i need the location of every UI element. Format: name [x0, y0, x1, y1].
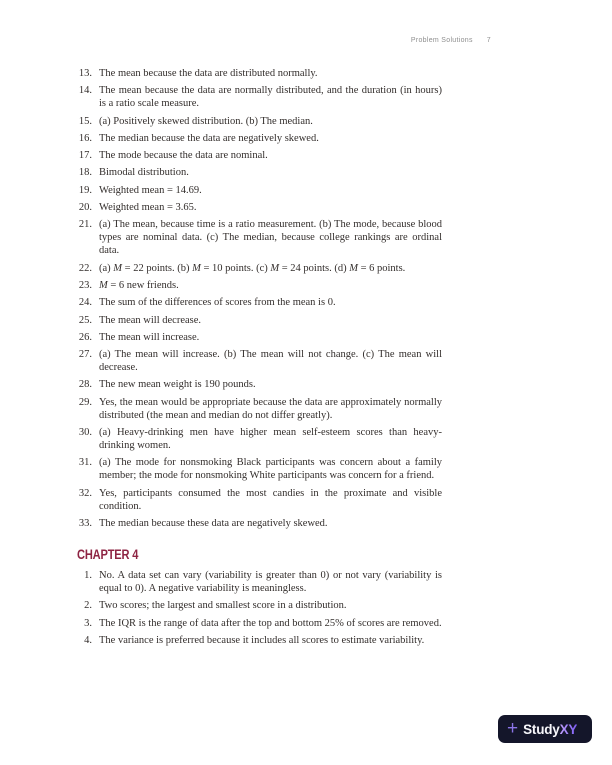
item-number: 29.	[78, 396, 92, 408]
item-text: Weighted mean = 14.69.	[99, 184, 202, 196]
list-item	[70, 456, 442, 482]
list-item	[70, 426, 442, 452]
list-item	[70, 166, 442, 179]
item-number: 27.	[78, 349, 92, 361]
item-number: 4.	[84, 634, 92, 646]
item-number: 24.	[78, 297, 92, 309]
list-item	[70, 396, 442, 422]
item-text: The mean will decrease.	[99, 314, 202, 326]
list-item	[70, 378, 442, 391]
item-number: 31.	[78, 457, 92, 469]
item-text: (a) M = 22 points. (b) M = 10 points. (c) M = 24 points. (d) M = 6 points.	[99, 262, 406, 274]
list-item	[70, 296, 442, 309]
item-number: 3.	[84, 617, 92, 629]
item-number: 22.	[78, 262, 92, 274]
list-item	[70, 617, 442, 630]
item-text: The IQR is the range of data after the top and bottom 25% of scores are removed.	[99, 617, 442, 629]
item-number: 28.	[78, 379, 92, 391]
list-item	[70, 517, 442, 530]
item-number: 30.	[78, 427, 92, 439]
list-item	[70, 314, 442, 327]
chapter3-solutions-list	[70, 67, 442, 530]
solutions-content	[70, 67, 442, 651]
item-text: The new mean weight is 190 pounds.	[99, 379, 256, 391]
item-number: 32.	[78, 487, 92, 499]
item-text: M = 6 new friends.	[99, 279, 179, 291]
item-number: 1.	[84, 569, 92, 581]
chapter4-solutions-list	[70, 569, 442, 647]
list-item	[70, 279, 442, 292]
list-item	[70, 262, 442, 275]
plus-icon: +	[507, 717, 519, 739]
item-text: The variance is preferred because it includes all scores to estimate variability.	[99, 634, 425, 646]
item-number: 18.	[78, 167, 92, 179]
item-text: No. A data set can vary (variability is greater than 0) or not vary (variability is equal to 0). A negative variability is meaningless.	[99, 569, 442, 594]
running-header	[411, 37, 491, 44]
item-text: (a) Heavy-drinking men have higher mean self-esteem scores than heavy-drinking women.	[99, 427, 442, 452]
brand-wordmark	[523, 722, 577, 737]
item-number: 19.	[78, 184, 92, 196]
chapter-heading: CHAPTER 4	[77, 546, 139, 562]
list-item	[70, 634, 442, 647]
item-text: The median because these data are negatively skewed.	[99, 517, 328, 529]
studyxy-logo	[498, 715, 592, 743]
item-text: The mean because the data are normally distributed, and the duration (in hours) is a ratio scale measure.	[99, 85, 442, 110]
item-number: 20.	[78, 202, 92, 214]
list-item	[70, 84, 442, 110]
item-number: 25.	[78, 314, 92, 326]
list-item	[70, 184, 442, 197]
list-item	[70, 331, 442, 344]
item-text: (a) Positively skewed distribution. (b) The median.	[99, 115, 313, 127]
list-item	[70, 218, 442, 257]
item-number: 21.	[78, 219, 92, 231]
page-number: 7	[486, 37, 491, 44]
item-text: The median because the data are negatively skewed.	[99, 132, 319, 144]
item-text: (a) The mean will increase. (b) The mean will not change. (c) The mean will decrease.	[99, 349, 442, 374]
list-item	[70, 569, 442, 595]
item-text: The mean because the data are distributed normally.	[99, 68, 318, 79]
item-text: The mode because the data are nominal.	[99, 150, 268, 162]
running-header-title: Problem Solutions	[410, 37, 473, 44]
item-text: (a) The mean, because time is a ratio measurement. (b) The mode, because blood types are nominal data. (c) The median, because college rankings are ordinal data.	[99, 219, 442, 257]
list-item	[70, 132, 442, 145]
brand-suffix: XY	[559, 721, 578, 737]
list-item	[70, 348, 442, 374]
item-text: Weighted mean = 3.65.	[99, 202, 197, 214]
item-text: Bimodal distribution.	[99, 167, 189, 179]
item-number: 26.	[78, 331, 92, 343]
item-number: 13.	[78, 68, 92, 79]
item-text: Yes, participants consumed the most candies in the proximate and visible condition.	[99, 487, 442, 512]
item-text: The mean will increase.	[99, 331, 200, 343]
item-number: 33.	[78, 517, 92, 529]
brand-name: Study	[523, 721, 560, 737]
item-text: The sum of the differences of scores from the mean is 0.	[99, 297, 336, 309]
item-text: (a) The mode for nonsmoking Black participants was concern about a family member; the mode for nonsmoking White participants was concern for a friend.	[99, 457, 442, 482]
list-item	[70, 149, 442, 162]
item-number: 2.	[84, 600, 92, 612]
item-number: 17.	[78, 150, 92, 162]
item-number: 23.	[78, 279, 92, 291]
list-item	[70, 599, 442, 612]
list-item	[70, 115, 442, 128]
list-item	[70, 67, 442, 80]
item-number: 14.	[78, 85, 92, 97]
list-item	[70, 487, 442, 513]
list-item	[70, 201, 442, 214]
item-text: Yes, the mean would be appropriate because the data are approximately normally distributed (the mean and median do not differ greatly).	[99, 396, 442, 421]
item-number: 16.	[78, 132, 92, 144]
item-number: 15.	[78, 115, 92, 127]
item-text: Two scores; the largest and smallest score in a distribution.	[99, 600, 347, 612]
